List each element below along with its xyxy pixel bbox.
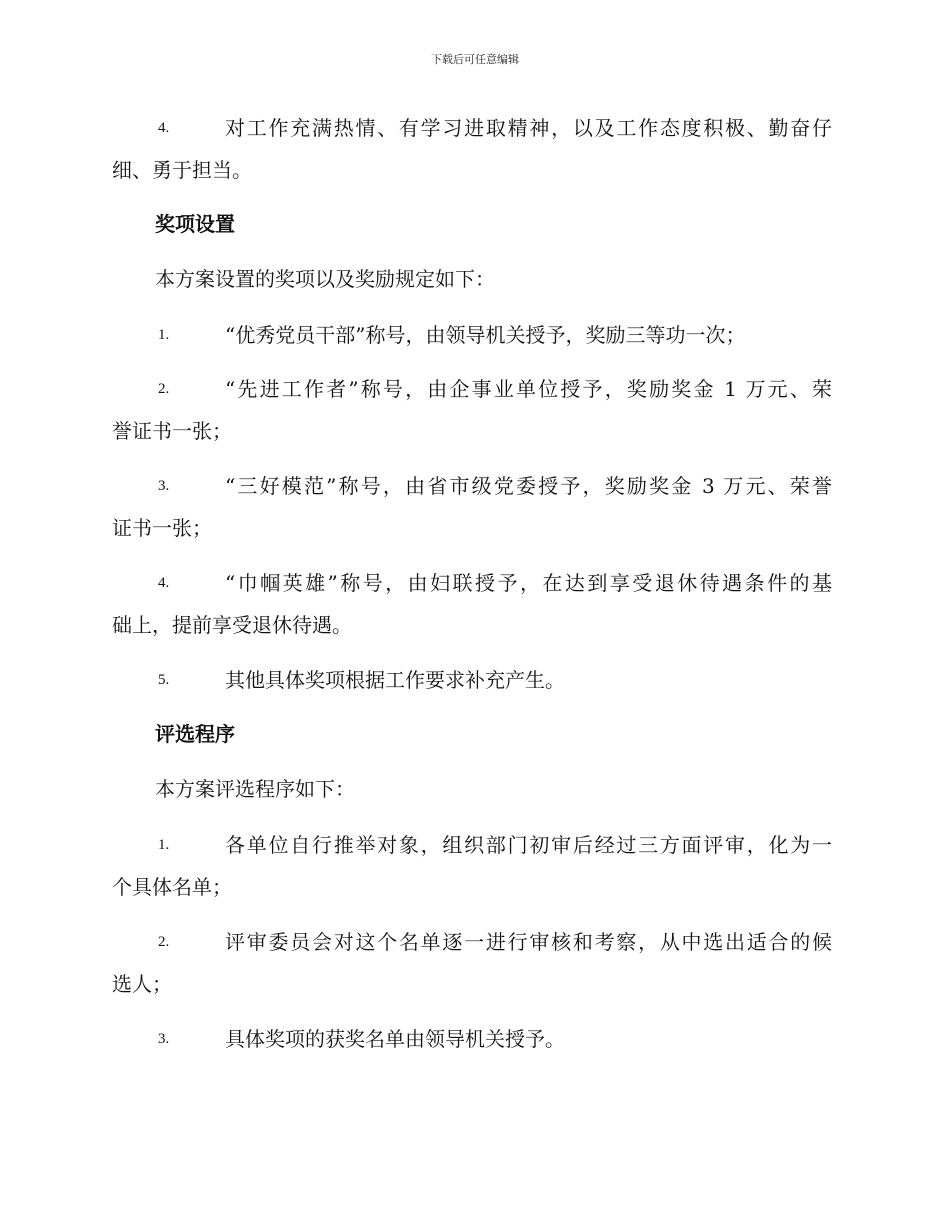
section-heading-awards: 奖项设置 bbox=[155, 212, 235, 236]
list-item-text: “优秀党员干部”称号，由领导机关授予，奖励三等功一次； bbox=[225, 323, 746, 347]
list-item-text-continued: 选人； bbox=[112, 972, 172, 996]
list-item-text: 具体奖项的获奖名单由领导机关授予。 bbox=[225, 1027, 565, 1051]
list-number: 1. bbox=[158, 327, 170, 343]
list-item-text-continued: 细、勇于担当。 bbox=[112, 158, 252, 182]
list-number: 4. bbox=[158, 120, 170, 136]
list-item-text: “三好模范”称号，由省市级党委授予，奖励奖金 3 万元、荣誉 bbox=[225, 474, 832, 498]
list-item-text-continued: 础上，提前享受退休待遇。 bbox=[112, 613, 352, 637]
list-item-text-continued: 誉证书一张； bbox=[112, 419, 232, 443]
list-item-text: 评审委员会对这个名单逐一进行审核和考察，从中选出适合的候 bbox=[225, 930, 832, 954]
list-number: 2. bbox=[158, 381, 170, 397]
list-item-text-continued: 证书一张； bbox=[112, 516, 212, 540]
list-number: 5. bbox=[158, 672, 170, 688]
selection-lead-paragraph: 本方案评选程序如下： bbox=[155, 777, 355, 801]
section-heading-selection: 评选程序 bbox=[155, 722, 235, 746]
list-item-text: 对工作充满热情、有学习进取精神，以及工作态度积极、勤奋仔 bbox=[225, 116, 832, 140]
list-number: 1. bbox=[158, 837, 170, 853]
list-number: 4. bbox=[158, 575, 170, 591]
list-number: 2. bbox=[158, 934, 170, 950]
list-item-text: “巾帼英雄”称号，由妇联授予，在达到享受退休待遇条件的基 bbox=[225, 571, 832, 595]
list-number: 3. bbox=[158, 478, 170, 494]
list-item-text: 各单位自行推举对象，组织部门初审后经过三方面评审，化为一 bbox=[225, 833, 832, 857]
list-item-text: “先进工作者”称号，由企事业单位授予，奖励奖金 1 万元、荣 bbox=[225, 377, 832, 401]
page-header: 下载后可任意编辑 bbox=[431, 53, 519, 66]
list-item-text-continued: 个具体名单； bbox=[112, 875, 232, 899]
awards-lead-paragraph: 本方案设置的奖项以及奖励规定如下： bbox=[155, 267, 495, 291]
list-number: 3. bbox=[158, 1031, 170, 1047]
list-item-text: 其他具体奖项根据工作要求补充产生。 bbox=[225, 668, 565, 692]
